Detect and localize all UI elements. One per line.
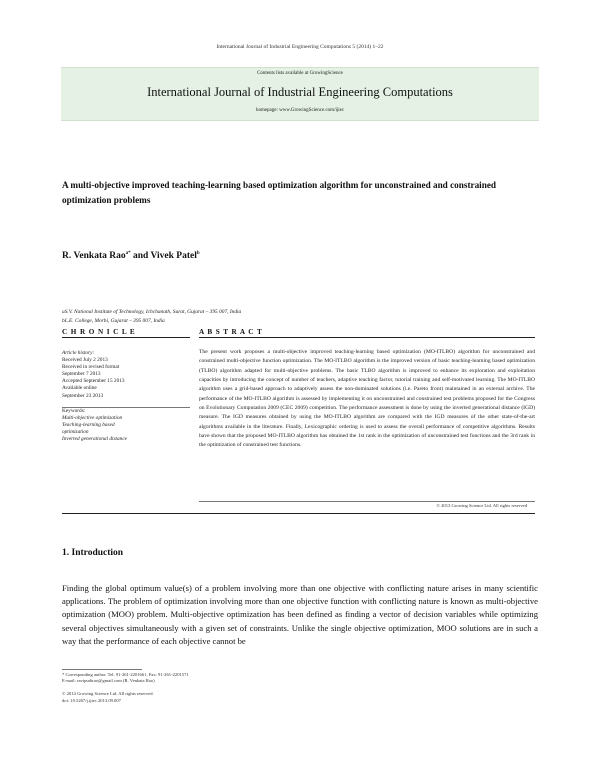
journal-title: International Journal of Industrial Engineering Computations: [147, 85, 453, 99]
history-line: Received July 2 2013: [62, 357, 108, 364]
author-name: R. Venkata Rao: [62, 251, 126, 262]
footnote-rule: [62, 669, 142, 670]
author-affiliation-mark: a*: [125, 251, 131, 256]
abstract-copyright: © 2013 Growing Science Ltd. All rights reserved: [436, 503, 527, 508]
journal-homepage-link[interactable]: homepage: www.GrowingScience.com/ijiec: [255, 108, 345, 113]
footnote-email[interactable]: E-mail: ravipudirao@gmail.com (R. Venkata Rao): [62, 678, 155, 683]
keyword: Teaching-learning based: [62, 422, 115, 429]
author-affiliation-mark: b: [196, 251, 200, 256]
affiliation: aS.V. National Institute of Technology, Ichchanath, Surat, Gujarat – 395 007, India: [62, 309, 242, 315]
keywords-label: Keywords:: [62, 408, 86, 414]
history-line: Received in revised format: [62, 364, 120, 371]
footnote-corresponding: * Corresponding author. Tel: 91-261-2201661, Fax: 91-261-2201571: [62, 672, 189, 677]
footnote-copyright: © 2014 Growing Science Ltd. All rights reserved.: [62, 691, 154, 696]
keyword: Multi-objective optimization: [62, 415, 123, 422]
affiliation: bL.E. College, Morbi, Gujarat – 395 007, India: [62, 318, 165, 324]
running-head: International Journal of Industrial Engineering Computations 5 (2014) 1–22: [216, 44, 384, 50]
keyword: optimization: [62, 429, 89, 436]
article-history-label: Article history:: [62, 350, 95, 356]
abstract-heading: A B S T R A C T: [199, 328, 263, 336]
keyword: Inverted generational distance: [62, 436, 128, 443]
contents-available-text: Contents lists available at GrowingScience: [257, 71, 343, 76]
footnote-doi[interactable]: doi: 10.5267/j.ijiec.2013.09.007: [62, 698, 121, 703]
abstract-rule: [199, 337, 535, 338]
abstract-text: The present work proposes a multi-objective improved teaching-learning based optimization (MO-ITLBO) algorithm for unconstrained and constrained multi-objective function optimization. The MO-ITLBO algorithm is the improved version of basic teaching-learning based optimization (TLBO) algorithm adapted for multi-objective problems. The basic TLBO algorithm is improved to enhance its exploration and exploitation capacities by introducing the concept of number of teachers, adaptive teaching factor, tutorial training and self-motivated learning. The MO-ITLBO algorithm uses a grid-based approach to adaptively assess the non-dominated solutions (i.e. Pareto front) maintained in an external archive. The performance of the MO-ITLBO algorithm is assessed by implementing it on unconstrained and constrained test problems proposed for the Congress on Evolutionary Computation 2009 (CEC 2009) competition. The performance assessment is done by using the inverted generational distance (IGD) measure. The IGD measures obtained by using the MO-ITLBO algorithm are compared with the IGD measures of the other state-of-the-art algorithms available in the literature. Finally, Lexicographic ordering is used to assess the overall performance of competitive algorithms. Results have shown that the proposed MO-ITLBO algorithm has obtained the 1st rank in the optimization of unconstrained test functions and the 3rd rank in the optimization of constrained test functions.: [199, 349, 535, 449]
paper-title: A multi-objective improved teaching-learning based optimization algorithm for unconstrained and constrained optimization problems: [62, 180, 497, 205]
header-bottom-rule: [62, 513, 535, 514]
author-line: [62, 251, 200, 261]
keywords: [62, 408, 190, 443]
history-line: September 7 2013: [62, 371, 101, 378]
introduction-heading: 1. Introduction: [62, 548, 124, 558]
article-history: [62, 350, 190, 400]
author-conjunction: and: [130, 251, 151, 262]
history-line: September 23 2013: [62, 392, 104, 399]
introduction-text: Finding the global optimum value(s) of a problem involving more than one objective with conflicting nature arises in many scientific applications. The problem of optimization involving more than one objective function with conflicting nature is known as multi-objective optimization (MOO) problem. Multi-objective optimization has been defined as finding a vector of decision variables while optimizing several objectives simultaneously with a given set of constraints. Unlike the single objective optimization, MOO solutions are in such a way that the performance of each objective cannot be: [62, 583, 538, 646]
abstract-bottom-rule: [199, 501, 535, 502]
history-line: Accepted September 15 2013: [62, 378, 125, 385]
chronicle-heading: C H R O N I C L E: [62, 328, 136, 336]
author-name: Vivek Patel: [150, 251, 197, 262]
chronicle-rule: [62, 337, 190, 338]
history-line: Available online: [62, 385, 97, 392]
journal-banner: [61, 67, 539, 121]
